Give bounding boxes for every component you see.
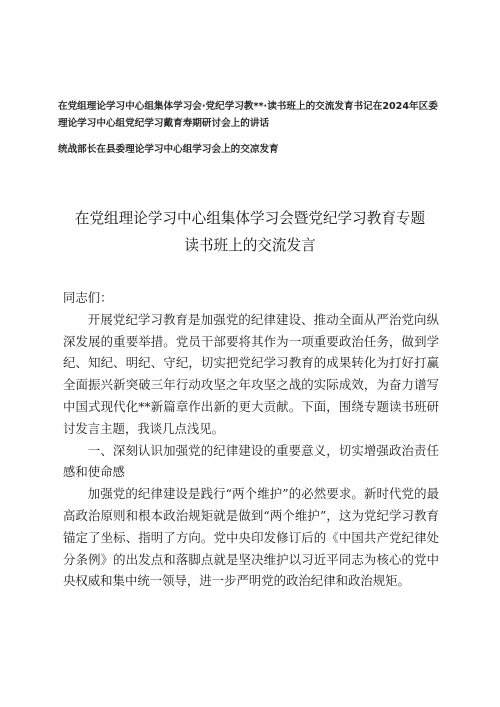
title-line: 读书班上的交流发言 [184, 237, 316, 254]
table-of-contents [58, 98, 442, 158]
document-title [50, 205, 450, 259]
salutation: 同志们： [63, 290, 113, 305]
toc-entry: 统战部长在县委理论学习中心组学习会上的交凉发育 [58, 144, 279, 155]
body-paragraph: 开展党纪学习教育是加强党的纪律建设、推动全面从严治党向纵深发展的重要举措。党员干部要将其作为一项重要政治任务，做到学纪、知纪、明纪、守纪，切实把党纪学习教育的成果转化为打好打赢全面振兴新突破三年行动攻坚之年攻坚之战的实际成效，为奋力谱写中国式现代化**新篇章作出新的更大贡献。下面，围绕专题读书班研讨发言主题，我谈几点浅见。 [63, 311, 439, 436]
title-line: 在党组理论学习中心组集体学习会暨党纪学习教育专题 [74, 210, 426, 227]
document-body [63, 287, 439, 592]
toc-entry: 在党组理论学习中心组集体学习会·党纪学习教**·读书班上的交流发育书记在2024年区委理论学习中心组党纪学习戴育寿期研讨会上的讲话 [58, 101, 438, 129]
body-paragraph: 加强党的纪律建设是践行“两个维护”的必然要求。新时代党的最高政治原则和根本政治规矩就是做到“两个维护”，这为党纪学习教育锚定了坐标、指明了方向。党中央印发修订后的《中国共产党纪律处分条例》的出发点和落脚点就是坚决维护以习近平同志为核心的党中央权威和集中统一领导，进一步严明党的政治纪律和政治规矩。 [63, 486, 439, 589]
section-heading: 一、深刻认识加强党的纪律建设的重要意义，切实增强政治责任感和使命感 [63, 442, 439, 480]
